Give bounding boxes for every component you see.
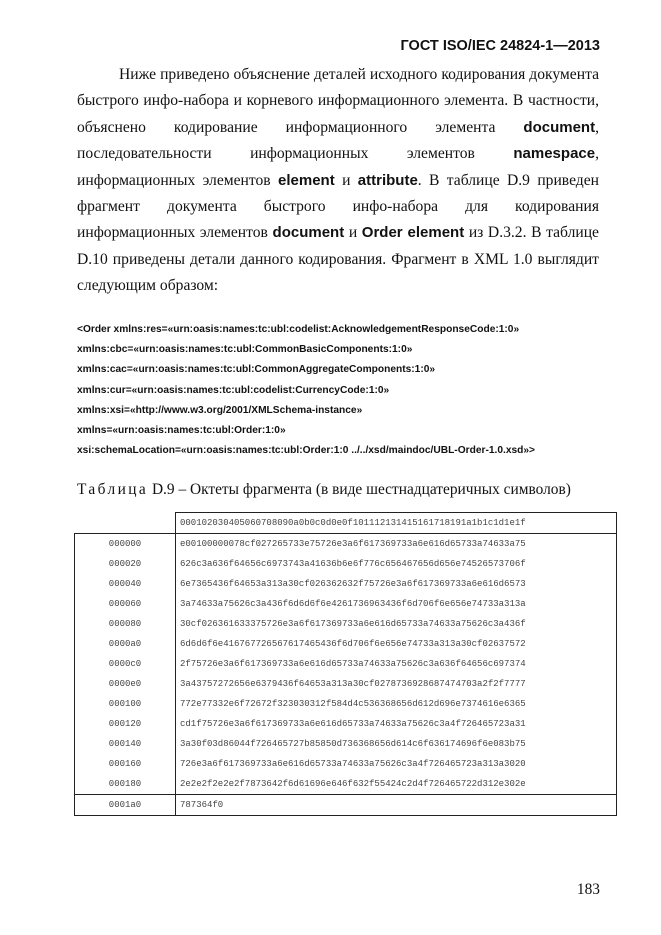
- table-row: [75, 574, 617, 594]
- intro-paragraph: [77, 62, 599, 300]
- table-row: [75, 714, 617, 734]
- xml-fragment: [77, 320, 637, 461]
- table-row: [75, 734, 617, 754]
- hex-data-cell: 3a43757272656e6379436f64653a313a30cf0278736928687474703a2f2f7777: [176, 674, 617, 694]
- hex-data-cell: 30cf026361633375726e3a6f617369733a6e616d65733a74633a75626c3a436f: [176, 614, 617, 634]
- offset-cell: 000000: [75, 534, 176, 555]
- xml-line: xsi:schemaLocation=«urn:oasis:names:tc:ubl:Order:1:0 ../../xsd/maindoc/UBL-Order-1.0.xsd»>: [77, 445, 535, 457]
- xml-line: <Order xmlns:res=«urn:oasis:names:tc:ubl:codelist:AcknowledgementResponseCode:1:0»: [77, 324, 520, 335]
- hex-data-cell: 2e2e2f2e2e2f7873642f6d61696e646f632f55424c2d4f726465722d312e302e: [176, 774, 617, 795]
- offset-cell: 0000e0: [75, 674, 176, 694]
- offset-cell: 000120: [75, 714, 176, 734]
- offset-cell: 000180: [75, 774, 176, 795]
- paragraph-text: из D.3.2. В таблице D.10 приведены детали данного кодирования. Фрагмент в XML 1.0 выглядит следующим образом:: [77, 224, 599, 295]
- offset-cell: 000160: [75, 754, 176, 774]
- paragraph-text: и: [344, 224, 362, 242]
- xml-line: xmlns:cbc=«urn:oasis:names:tc:ubl:CommonBasicComponents:1:0»: [77, 344, 413, 356]
- document-header: ГОСТ ISO/IEC 24824-1—2013: [400, 38, 600, 54]
- hex-data-cell: 3a30f03d86044f726465727b85850d736368656d614c6f636174696f6e083b75: [176, 734, 617, 754]
- term-document: document: [523, 118, 596, 136]
- table-row: [75, 654, 617, 674]
- hex-data-cell: 772e77332e6f72672f323030312f584d4c536368656d612d696e7374616e6365: [176, 694, 617, 714]
- hex-data-cell: 3a74633a75626c3a436f6d6d6f6e4261736963436f6d706f6e656e74733a313a: [176, 594, 617, 614]
- paragraph-text: , информационных элементов: [77, 145, 599, 189]
- term-element: element: [278, 171, 335, 189]
- offset-cell: 000100: [75, 694, 176, 714]
- page-number: 183: [576, 881, 600, 898]
- header-corner-cell: [75, 513, 176, 534]
- offset-cell: 000020: [75, 554, 176, 574]
- hex-octets-table: [74, 512, 617, 816]
- term-document: document: [272, 224, 345, 242]
- offset-cell: 000140: [75, 734, 176, 754]
- paragraph-text: Ниже приведено объяснение деталей исходного кодирования документа быстрого инфо-набора и корневого информационного элемента. В частности, объяснено кодирование информационного элемента: [77, 66, 599, 136]
- table-row: [75, 795, 617, 816]
- header-byte-index: 000102030405060708090a0b0c0d0e0f101112131415161718191a1b1c1d1e1f: [176, 513, 617, 534]
- term-attribute: attribute: [357, 171, 418, 189]
- offset-cell: 000080: [75, 614, 176, 634]
- paragraph-text: и: [334, 171, 358, 189]
- table-caption-text: D.9 – Октеты фрагмента (в виде шестнадцатеричных символов): [148, 481, 571, 498]
- table-row: [75, 534, 617, 555]
- table-header-row: [75, 513, 617, 534]
- table-row: [75, 674, 617, 694]
- hex-data-cell: cd1f75726e3a6f617369733a6e616d65733a74633a75626c3a4f726465723a31: [176, 714, 617, 734]
- xml-line: xmlns:cur=«urn:oasis:names:tc:ubl:codelist:CurrencyCode:1:0»: [77, 384, 390, 396]
- xml-line: xmlns:cac=«urn:oasis:names:tc:ubl:CommonAggregateComponents:1:0»: [77, 364, 436, 376]
- paragraph-text: , последовательности информационных элементов: [77, 118, 599, 163]
- offset-cell: 0001a0: [75, 795, 176, 816]
- hex-data-cell: 626c3a636f64656c6973743a41636b6e6f776c656467656d656e74526573706f: [176, 554, 617, 574]
- table-row: [75, 614, 617, 634]
- table-row: [75, 634, 617, 654]
- table-row: [75, 594, 617, 614]
- table-caption-label: Таблица: [77, 481, 149, 498]
- offset-cell: 0000a0: [75, 634, 176, 654]
- table-row: [75, 754, 617, 774]
- table-row: [75, 554, 617, 574]
- term-namespace: namespace: [513, 145, 596, 163]
- hex-data-cell: 2f75726e3a6f617369733a6e616d65733a74633a75626c3a636f64656c697374: [176, 654, 617, 674]
- offset-cell: 000040: [75, 574, 176, 594]
- xml-line: xmlns:xsi=«http://www.w3.org/2001/XMLSchema-instance»: [77, 404, 363, 416]
- hex-data-cell: 6d6d6f6e416767726567617465436f6d706f6e656e74733a313a30cf02637572: [176, 634, 617, 654]
- hex-data-cell: 726e3a6f617369733a6e616d65733a74633a75626c3a4f726465723a313a3020: [176, 754, 617, 774]
- table-caption: [77, 481, 571, 499]
- term-order-element: Order element: [361, 224, 465, 242]
- offset-cell: 0000c0: [75, 654, 176, 674]
- xml-line: xmlns=«urn:oasis:names:tc:ubl:Order:1:0»: [77, 424, 286, 436]
- hex-data-cell: e00100000078cf027265733e75726e3a6f617369733a6e616d65733a74633a75: [176, 534, 617, 555]
- table-row: [75, 694, 617, 714]
- offset-cell: 000060: [75, 594, 176, 614]
- paragraph-text: . В таблице D.9 приведен фрагмент документа быстрого инфо-набора для кодирования информационных элементов: [77, 171, 599, 242]
- hex-data-cell: 787364f0: [176, 795, 617, 816]
- table-row: [75, 774, 617, 795]
- hex-data-cell: 6e7365436f64653a313a30cf026362632f75726e3a6f617369733a6e616d6573: [176, 574, 617, 594]
